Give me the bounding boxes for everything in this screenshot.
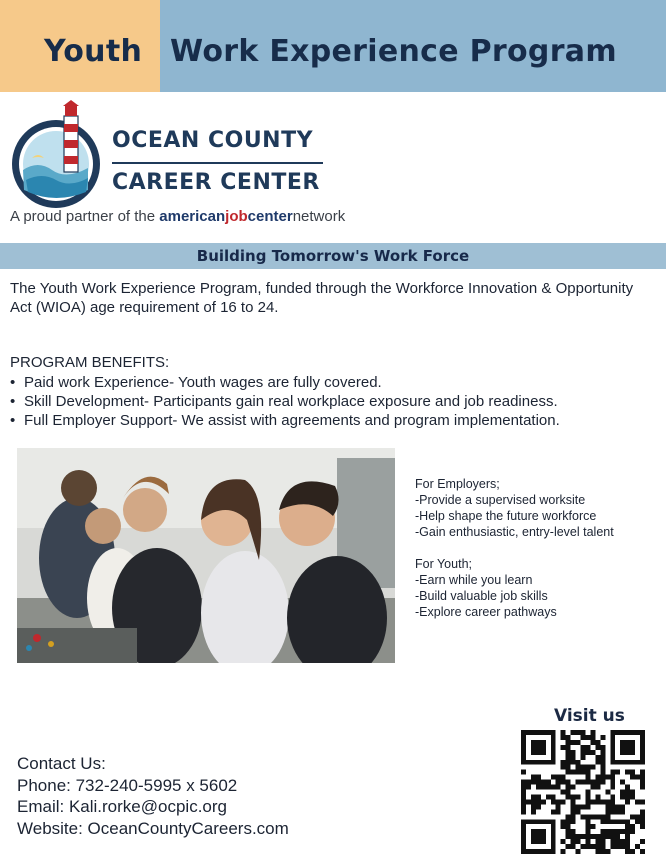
employer-item: -Provide a supervised worksite (415, 493, 586, 507)
partner-suffix: network (292, 208, 346, 225)
lighthouse-logo-icon (8, 100, 104, 212)
contact-website[interactable]: Website: OceanCountyCareers.com (17, 818, 289, 838)
youth-title: For Youth; (415, 557, 472, 571)
employers-group (415, 476, 614, 540)
tagline: Building Tomorrow's Work Force (196, 247, 470, 265)
youth-item: -Build valuable job skills (415, 589, 548, 603)
contact-block (17, 753, 289, 839)
benefit-item: • Skill Development- Participants gain real workplace exposure and job readiness. (10, 392, 560, 411)
org-name-line2: CAREER CENTER (112, 170, 320, 195)
youth-item: -Explore career pathways (415, 605, 557, 619)
partner-brand-american: american (159, 208, 226, 225)
partner-line (10, 208, 345, 225)
page-title-youth: Youth (44, 34, 143, 69)
benefit-item: • Full Employer Support- We assist with agreements and program implementation. (10, 411, 560, 430)
youth-item: -Earn while you learn (415, 573, 533, 587)
employers-title: For Employers; (415, 477, 500, 491)
contact-phone[interactable]: Phone: 732-240-5995 x 5602 (17, 775, 238, 795)
employer-item: -Gain enthusiastic, entry-level talent (415, 525, 614, 539)
org-name-line1: OCEAN COUNTY (112, 128, 314, 153)
logo-divider (112, 162, 323, 164)
employer-item: -Help shape the future workforce (415, 509, 597, 523)
partner-prefix: A proud partner of the (10, 208, 160, 225)
intro-paragraph: The Youth Work Experience Program, funded through the Workforce Innovation & Opportunity Act (WIOA) age requirement of 16 to 24. (10, 280, 634, 316)
contact-email[interactable]: Email: Kali.rorke@ocpic.org (17, 797, 227, 816)
page-header (0, 0, 666, 92)
benefit-item: • Paid work Experience- Youth wages are fully covered. (10, 373, 560, 392)
tagline-band (0, 243, 666, 269)
benefits-title: PROGRAM BENEFITS: (10, 354, 170, 371)
page-title-program: Work Experience Program (170, 34, 617, 69)
partner-brand-center: center (247, 208, 293, 225)
benefits-list (10, 373, 560, 430)
youth-group (415, 556, 614, 620)
students-photo (17, 448, 395, 663)
audience-benefits (415, 476, 614, 636)
partner-brand-job: job (225, 208, 248, 225)
visit-us-label: Visit us (554, 706, 625, 726)
contact-title: Contact Us: (17, 754, 106, 773)
qr-code-icon[interactable] (521, 730, 645, 854)
